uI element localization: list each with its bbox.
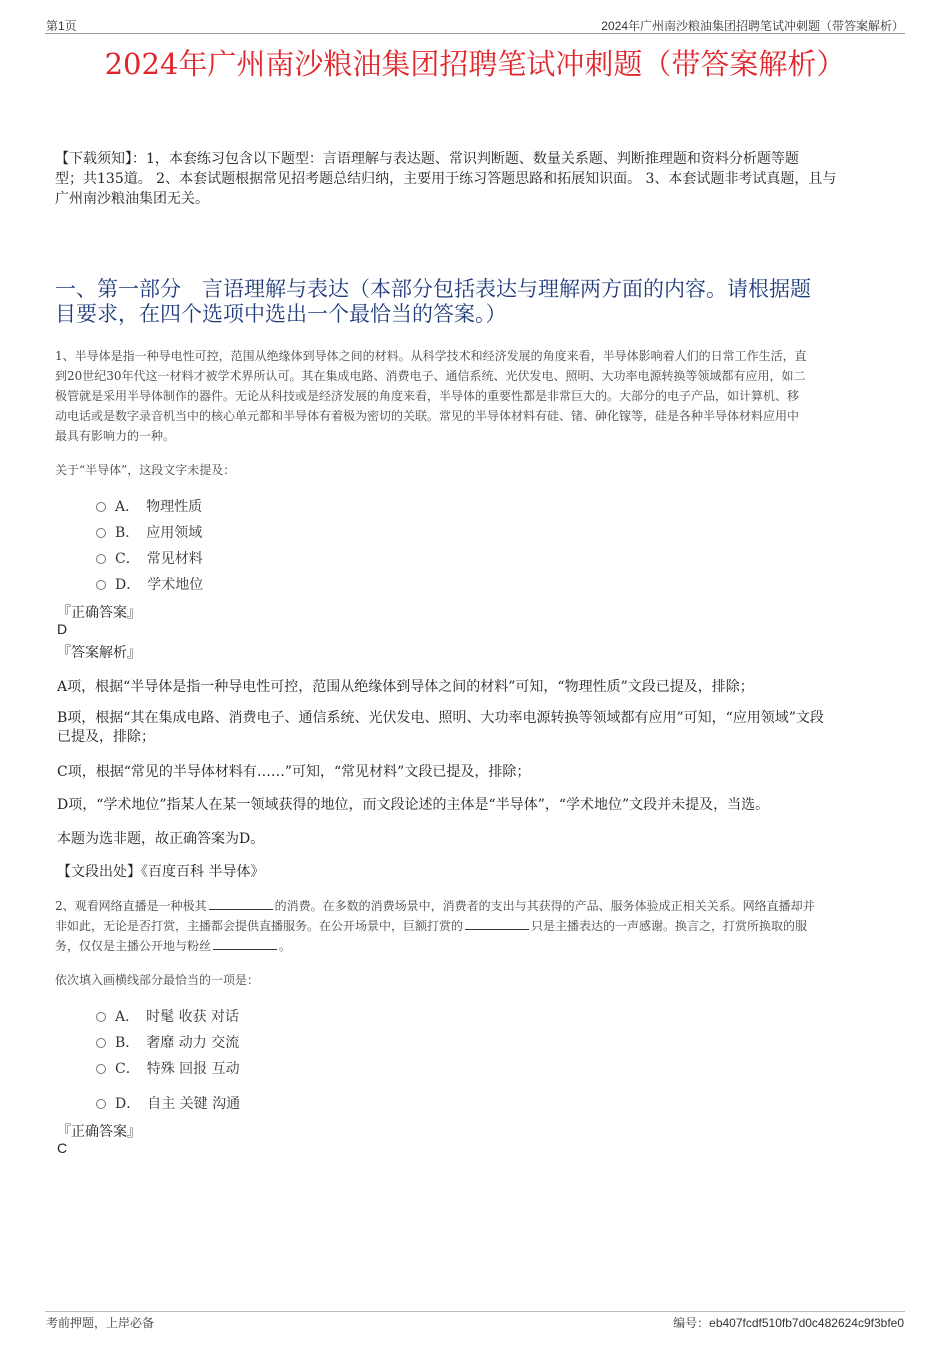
question-2-prompt: 依次填入画横线部分最恰当的一项是： (55, 973, 260, 987)
text-line: 到20世纪30年代这一材料才被学术界所认可。其在集成电路、消费电子、通信系统、光伏发电、照明、大功率电源转换等领域都有应用，如二 (55, 369, 806, 383)
radio-icon[interactable] (96, 528, 106, 538)
notice-line: 【下载须知】：1，本套练习包含以下题型：言语理解与表达题、常识判断题、数量关系题、判断推理题和资料分析题等题 (55, 151, 799, 167)
fill-blank (209, 898, 273, 910)
q1-option-a[interactable] (96, 496, 202, 516)
text-line: 最具有影响力的一种。 (55, 429, 176, 443)
option-key: C． (115, 551, 133, 567)
q1-analysis-label: 『答案解析』 (57, 645, 141, 661)
q2-option-c[interactable] (96, 1058, 240, 1078)
text: 的消费。在多数的消费场景中，消费者的支出与其获得的产品、服务体验成正相关关系。网络直播却并 (274, 899, 815, 913)
radio-icon[interactable] (96, 1038, 106, 1048)
option-text: 物理性质 (146, 499, 203, 515)
option-key: D． (115, 1096, 134, 1112)
option-key: C． (115, 1061, 133, 1077)
notice-line: 型；共135道。 2、本套试题根据常见招考题总结归纳，主要用于练习答题思路和拓展知识面。 3、本套试题非考试真题，且与 (55, 171, 837, 187)
q1-option-b[interactable] (96, 522, 202, 542)
text-line (55, 916, 815, 936)
question-1-prompt: 关于“半导体”，这段文字未提及： (55, 463, 236, 477)
text-line (55, 936, 815, 956)
text: 。 (279, 939, 292, 953)
option-text: 应用领域 (146, 525, 203, 541)
analysis-a: A项，根据“半导体是指一种导电性可控，范围从绝缘体到导体之间的材料”可知，“物理性质”文段已提及，排除； (57, 679, 754, 695)
analysis-conclusion: 本题为选非题，故正确答案为D。 (57, 831, 265, 847)
text-line: 1、半导体是指一种导电性可控，范围从绝缘体到导体之间的材料。从科学技术和经济发展的角度来看，半导体影响着人们的日常工作生活，直 (55, 349, 807, 363)
fill-blank (465, 918, 529, 930)
option-key: A． (115, 499, 133, 515)
question-2-text (55, 896, 815, 956)
text: 务，仅仅是主播公开地与粉丝 (55, 939, 212, 953)
option-key: A． (115, 1009, 133, 1025)
header-title: 2024年广州南沙粮油集团招聘笔试冲刺题（带答案解析） (601, 19, 904, 33)
text-line: 动电话或是数字录音机当中的核心单元都和半导体有着极为密切的关联。常见的半导体材料有硅、锗、砷化镓等，硅是各种半导体材料应用中 (55, 409, 800, 423)
q1-source: 【文段出处】《百度百科 半导体》 (57, 864, 265, 880)
q1-answer: D (57, 621, 68, 637)
option-key: D． (115, 577, 134, 593)
download-notice (55, 149, 836, 209)
analysis-line: 已提及，排除； (57, 729, 155, 745)
fill-blank (213, 938, 277, 950)
q2-option-a[interactable] (96, 1006, 239, 1026)
option-text: 奢靡 动力 交流 (146, 1035, 240, 1051)
radio-icon[interactable] (96, 1099, 106, 1109)
q2-option-d[interactable] (96, 1093, 240, 1113)
text: 非如此，无论是否打赏，主播都会提供直播服务。在公开场景中，巨额打赏的 (55, 919, 464, 933)
option-text: 自主 关键 沟通 (147, 1096, 241, 1112)
radio-icon[interactable] (96, 502, 106, 512)
text-line (55, 896, 815, 916)
option-text: 时髦 收获 对话 (146, 1009, 240, 1025)
section-heading-line: 目要求，在四个选项中选出一个最恰当的答案。） (55, 302, 507, 326)
section-heading (55, 277, 811, 327)
option-text: 学术地位 (147, 577, 204, 593)
analysis-b (57, 709, 824, 747)
analysis-c: C项，根据“常见的半导体材料有……”可知，“常见材料”文段已提及，排除； (57, 764, 531, 780)
document-title: 2024年广州南沙粮油集团招聘笔试冲刺题（带答案解析） (104, 47, 846, 81)
page-number: 第1页 (46, 19, 77, 33)
option-key: B． (115, 1035, 133, 1051)
radio-icon[interactable] (96, 1064, 106, 1074)
text: 只是主播表达的一声感谢。换言之，打赏所换取的服 (531, 919, 808, 933)
q1-option-c[interactable] (96, 548, 203, 568)
q2-answer-label: 『正确答案』 (57, 1124, 141, 1140)
footer-slogan: 考前押题，上岸必备 (46, 1316, 155, 1330)
header-divider (45, 33, 905, 34)
question-1-text (55, 346, 807, 446)
text-line: 极管就是采用半导体制作的器件。无论从科技或是经济发展的角度来看，半导体的重要性都是非常巨大的。大部分的电子产品，如计算机、移 (55, 389, 800, 403)
option-key: B． (115, 525, 133, 541)
document-id: 编号：eb407fcdf510fb7d0c482624c9f3bfe0 (673, 1316, 904, 1330)
footer-divider (45, 1311, 905, 1312)
notice-line: 广州南沙粮油集团无关。 (55, 191, 209, 207)
analysis-d: D项，“学术地位”指某人在某一领域获得的地位，而文段论述的主体是“半导体”，“学术地位”文段并未提及，当选。 (57, 797, 770, 813)
q1-option-d[interactable] (96, 574, 203, 594)
option-text: 常见材料 (146, 551, 203, 567)
text: 2、观看网络直播是一种极其 (55, 899, 207, 913)
q1-answer-label: 『正确答案』 (57, 605, 141, 621)
analysis-line: B项，根据“其在集成电路、消费电子、通信系统、光伏发电、照明、大功率电源转换等领域都有应用”可知，“应用领域”文段 (57, 710, 824, 726)
radio-icon[interactable] (96, 580, 106, 590)
q2-option-b[interactable] (96, 1032, 239, 1052)
option-text: 特殊 回报 互动 (146, 1061, 240, 1077)
q2-answer: C (57, 1140, 68, 1156)
section-heading-line: 一、第一部分 言语理解与表达（本部分包括表达与理解两方面的内容。请根据题 (55, 277, 811, 301)
radio-icon[interactable] (96, 554, 106, 564)
radio-icon[interactable] (96, 1012, 106, 1022)
